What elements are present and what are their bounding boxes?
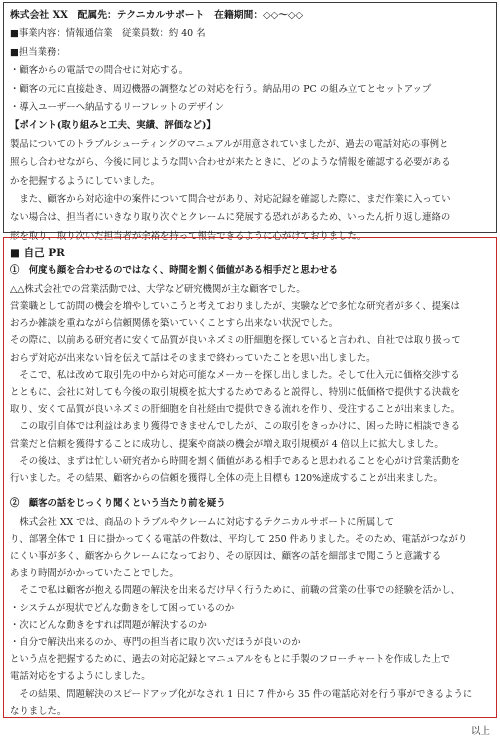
pr-point-1-line: この取引自体では利益はあまり獲得できませんでしたが、この取引をきっかけに、困った時に相談できる bbox=[10, 421, 461, 433]
pr-point-2-line: 株式会社 XX では、商品のトラブルやクレームに対応するテクニカルサポートに所属して bbox=[10, 516, 394, 528]
pr-point-2-line: そこで私は顧客が抱える問題の解決を出来るだけ早く行うために、前職の営業の仕事での経験を活かし、 bbox=[10, 585, 461, 597]
pr-point-2-line: 電話対応をするようにしました。 bbox=[10, 671, 151, 683]
pr-point-1-line: おろか雑談を重ねながら信頼関係を築いていくことすら出来ない状況でした。 bbox=[10, 318, 339, 330]
duty-item: ・導入ユーザーへ納品するリーフレットのデザイン bbox=[10, 102, 225, 114]
pr-point-2-line: という点を把握するために、過去の対応記録とマニュアルをもとに手製のフローチャートを作成した上で bbox=[10, 654, 450, 666]
job-summary-box bbox=[3, 2, 497, 242]
pr-point-2-line: なりました。 bbox=[10, 705, 67, 717]
pr-point-1-line: 営業職として訪問の機会を増やしていこうと考えておりましたが、実験などで多忙な研究者が多く、提案は bbox=[10, 301, 460, 313]
pr-point-1-line: その際に、以前ある研究者に安くて品質が良いネズミの肝細胞を探していると言われ、自社では取り扱って bbox=[10, 335, 461, 347]
duty-item: ・顧客からの電話での問合せに対応する。 bbox=[10, 65, 189, 77]
pr-point-2-line: ・自分で解決出来るのか、専門の担当者に取り次いだほうが良いのか bbox=[10, 637, 301, 649]
pr-point-1-line: 行いました。その結果、顧客からの信頼を獲得し全体の売上目標も 120%達成することが出来ました。 bbox=[10, 473, 443, 485]
pr-point-2-line: ・システムが現状でどんな動きをして困っているのか bbox=[10, 602, 235, 614]
pr-point-2-line: ・次にどんな動きをすれば問題が解決するのか bbox=[10, 619, 207, 631]
points-line: また、顧客から対応途中の案件について問合せがあり、対応記録を確認した際に、まだ作業に入ってい bbox=[10, 194, 451, 206]
pr-point-2-line: にくい事が多く、顧客からクレームになっており、その原因は、顧客の話を細部まで聞こうと意識する bbox=[10, 551, 442, 563]
points-line: 形を取り、取り次いだ担当者が余裕を持って報告できるように心がけておりました。 bbox=[10, 230, 367, 242]
self-pr-title: ■ 自己 PR bbox=[10, 247, 65, 259]
pr-point-1-line: △△株式会社での営業活動では、大学など研究機関が主な顧客でした。 bbox=[10, 283, 306, 295]
pr-point-1-line: そこで、私は改めて取引先の中から対応可能なメーカーを探し出しました。そして仕入元に価格交渉する bbox=[10, 369, 460, 381]
pr-point-1-line: その後は、まずは忙しい研究者から時間を割く価値がある相手であると思われることを心がけ営業活動を bbox=[10, 455, 461, 467]
pr-point-2-title: ② 顧客の話をじっくり聞くという当たり前を疑う bbox=[10, 498, 226, 510]
pr-point-2-line: あまり時間がかかっていたことでした。 bbox=[10, 568, 179, 580]
duty-item: ・顧客の元に直接赴き、周辺機器の調整などの対応を行う。納品用の PC の組み立てとセットアップ bbox=[10, 83, 432, 95]
pr-point-1-line: おらず対応が出来ない旨を伝えて話はそのままで終わっていたことを思い出しました。 bbox=[10, 352, 376, 364]
points-line: ない場合は、担当者にいきなり取り次ぐとクレームに発展する恐れがあるため、いったん折り返し連絡の bbox=[10, 212, 451, 224]
pr-point-2-line: その結果、問題解決のスピードアップ化がなされ 1 日に 7 件から 35 件の電話応対を行う事ができるように bbox=[10, 688, 473, 700]
pr-point-1-line: 営業だと信頼を獲得することに成功し、提案や商談の機会が増え取引規模が 4 倍以上に拡大しました。 bbox=[10, 438, 444, 450]
pr-point-2-line: り、部署全体で 1 日に掛かってくる電話の件数は、平均して 250 件ありました。そのため、電話がつながり bbox=[10, 533, 468, 545]
points-line: 照らし合わせながら、今後に同じような問い合わせが来たときに、どのような情報を確認する必要がある bbox=[10, 157, 451, 169]
pr-point-1-line: 取り、安くて品質が良いネズミの肝細胞を自社経由で提供できる流れを作り、受注することが出来ました。 bbox=[10, 404, 461, 416]
end-mark: 以上 bbox=[470, 726, 490, 737]
pr-point-1-line: とともに、会社に対しても今後の取引規模を拡大するためであると説得し、特別に低価格で提供する決裁を bbox=[10, 387, 461, 399]
self-pr-box bbox=[3, 237, 497, 737]
company-header: 株式会社 XX 配属先：テクニカルサポート 在籍期間：◇◇～◇◇ bbox=[10, 10, 304, 21]
duties-title: ■担当業務： bbox=[10, 46, 66, 58]
points-line: 製品についてのトラブルシューティングのマニュアルが用意されていましたが、過去の電話対応の事例と bbox=[10, 138, 449, 150]
points-title: 【ポイント(取り組みと工夫、実績、評価など)】 bbox=[10, 120, 216, 132]
points-line: かを把握するようにしていました。 bbox=[10, 175, 161, 187]
business-info: ■事業内容：情報通信業 従業員数：約 40 名 bbox=[10, 28, 206, 40]
pr-point-1-title: ① 何度も顔を合わせるのではなく、時間を割く価値がある相手だと思わせる bbox=[10, 265, 338, 277]
